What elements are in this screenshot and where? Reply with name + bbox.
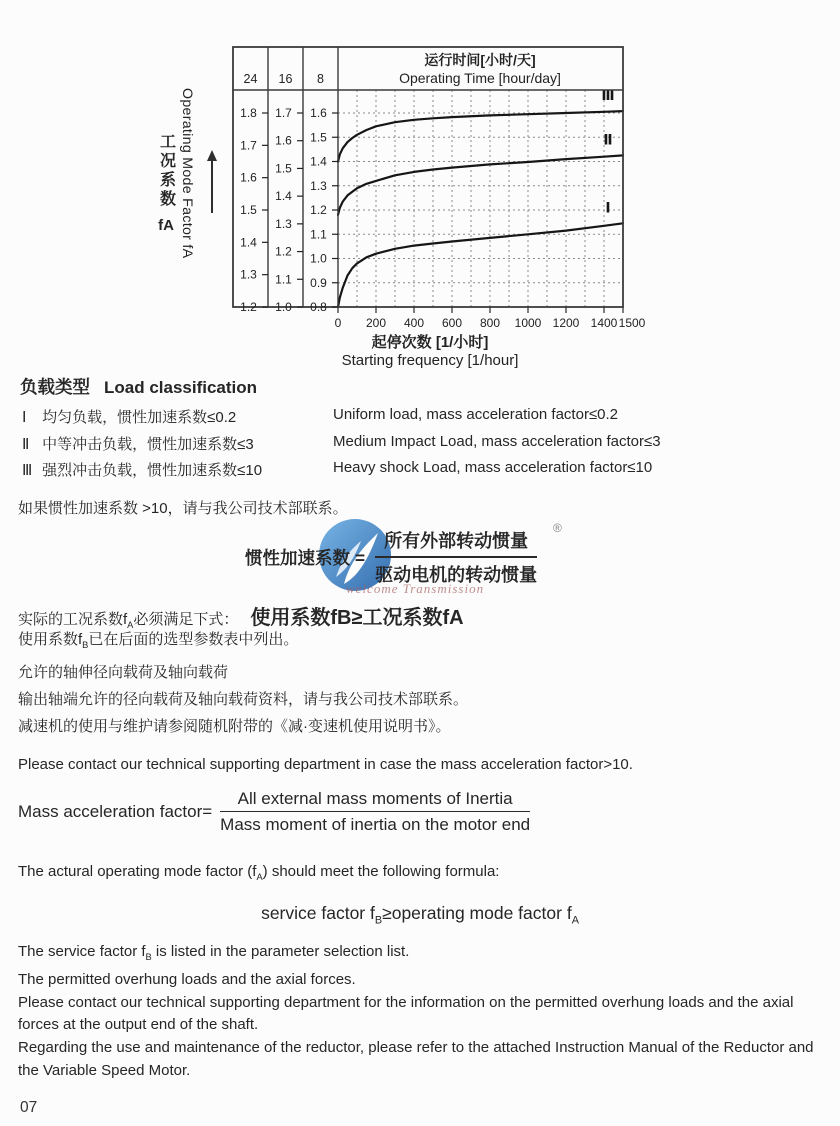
registered-mark: ® [553,521,562,535]
en-body-line: Please contact our technical supporting department for the information on the permitted overhung loads and the axial forces at the output end of the shaft. [18,993,794,1034]
svg-text:Operating Time [hour/day]: Operating Time [hour/day] [399,70,561,86]
svg-text:运行时间[小时/天]: 运行时间[小时/天] [424,52,536,68]
cn-body-line: 减速机的使用与维护请参阅随机附带的《减·变速机使用说明书》。 [18,718,451,735]
svg-text:1.6: 1.6 [240,170,257,185]
load-row-2-cn: 中等冲击负载，惯性加速系数≤3 [42,436,254,453]
svg-text:1.8: 1.8 [240,106,257,120]
watermark-wordmark: welcome Transmission [346,581,485,596]
en-body-lines [18,941,820,1083]
cn-contact-line: 如果惯性加速系数 >10，请与我公司技术部联系。 [18,500,348,517]
load-title-cn: 负载类型 [20,377,90,397]
svg-text:1.5: 1.5 [275,161,292,176]
svg-text:1.1: 1.1 [310,227,327,242]
load-row-3 [22,459,818,485]
operating-mode-factor-chart [150,40,650,370]
load-row-3-numeral: Ⅲ [22,461,33,479]
svg-text:1.4: 1.4 [240,235,257,250]
svg-text:400: 400 [403,316,425,330]
en-contact-line: Please contact our technical supporting department in case the mass acceleration factor>10. [18,756,633,773]
svg-text:1.4: 1.4 [310,154,327,169]
svg-text:16: 16 [278,72,293,86]
load-row-3-en: Heavy shock Load, mass acceleration factor≤10 [333,459,653,476]
load-row-1-numeral: Ⅰ [22,408,27,426]
cn-formula-fraction [375,527,537,587]
en-body-line: The permitted overhung loads and the axial forces. [18,970,356,988]
cn-formula-denominator: 驱动电机的转动惯量 [375,565,538,585]
en-formula-numerator: All external mass moments of Inertia [220,789,530,812]
en-formula-lhs: Mass acceleration factor= [18,802,213,821]
en-body-line: Regarding the use and maintenance of the reductor, please refer to the attached Instruction Manual of the Reductor and the Variable Speed Motor. [18,1039,814,1079]
svg-text:1.4: 1.4 [275,189,292,204]
svg-text:1.7: 1.7 [240,138,257,153]
cn-formula-numerator: 所有外部转动惯量 [375,527,537,558]
svg-text:1.0: 1.0 [275,300,292,314]
load-row-2-numeral: Ⅱ [22,435,30,453]
svg-text:0: 0 [334,316,342,330]
svg-text:1200: 1200 [552,316,580,330]
svg-text:1.5: 1.5 [240,203,257,217]
en-formula-denominator: Mass moment of inertia on the motor end [220,815,531,834]
svg-text:起停次数 [1/小时]: 起停次数 [1/小时] [371,334,489,351]
svg-text:1.2: 1.2 [310,203,327,217]
load-row-2-en: Medium Impact Load, mass acceleration factor≤3 [333,433,661,450]
svg-text:Ⅲ: Ⅲ [601,88,615,105]
y-axis-label-en: Operating Mode Factor fA [179,88,195,259]
svg-text:Ⅰ: Ⅰ [605,200,611,217]
en-formula-fraction [220,789,530,835]
cn-formula-lhs: 惯性加速系数 = [245,547,366,568]
svg-text:1.3: 1.3 [275,216,292,231]
svg-text:24: 24 [243,72,258,86]
en-requirement-prefix: The actural operating mode factor $(f_A)$ should meet the following formula: [18,863,500,882]
svg-text:1.2: 1.2 [240,300,257,314]
svg-text:1500: 1500 [618,316,646,330]
cn-requirement-formula: 使用系数fB≥工况系数fA [250,607,464,629]
en-mass-acceleration-formula [18,789,530,835]
load-classification-title [20,374,257,399]
load-title-en: Load classification [104,378,258,397]
cn-requirement-prefix: 实际的工况系数$f_A$必须满足下式： [18,611,239,630]
svg-text:1.1: 1.1 [275,272,292,287]
svg-text:Ⅱ: Ⅱ [603,132,613,149]
svg-text:0.8: 0.8 [310,300,327,314]
en-requirement-formula: service factor $f_B\ge operating$ mode factor $f_A$ [261,903,579,927]
svg-text:1.7: 1.7 [275,106,292,120]
load-row-1-en: Uniform load, mass acceleration factor≤0.2 [333,406,619,423]
svg-text:1.0: 1.0 [310,251,327,266]
load-row-2 [22,433,818,459]
svg-text:0.9: 0.9 [310,275,327,290]
cn-mass-acceleration-formula [245,527,537,587]
up-arrow-icon [205,150,219,214]
svg-text:1.2: 1.2 [275,244,292,259]
y-axis-label-cn [152,133,180,234]
svg-text:8: 8 [317,72,324,86]
cn-body-lines [18,626,468,740]
svg-text:1000: 1000 [514,316,542,330]
cn-body-line: 允许的轴伸径向载荷及轴向载荷 [18,664,229,681]
svg-text:800: 800 [479,316,501,330]
svg-text:1.6: 1.6 [275,133,292,148]
load-row-1-cn: 均匀负载，惯性加速系数≤0.2 [42,409,237,426]
svg-text:1.5: 1.5 [310,130,327,145]
svg-text:Starting frequency [1/hour]: Starting frequency [1/hour] [341,352,519,369]
svg-text:1.3: 1.3 [310,178,327,193]
svg-text:1.3: 1.3 [240,267,257,282]
svg-text:1400: 1400 [590,316,618,330]
page-number: 07 [20,1099,38,1116]
load-row-3-cn: 强烈冲击负载，惯性加速系数≤10 [42,462,263,479]
svg-text:1.6: 1.6 [310,106,327,120]
y-axis-label-fa: fA [158,217,174,234]
y-axis-label-cn-text: 工况系数 [157,133,175,209]
svg-text:200: 200 [365,316,387,330]
cn-body-line: 使用系数$f_B$已在后面的选型参数表中列出。 [18,631,299,650]
en-body-line: The service factor $f_B$ is listed in the parameter selection list. [18,943,410,962]
svg-text:600: 600 [441,316,463,330]
load-row-1 [22,406,818,432]
cn-body-line: 输出轴端允许的径向载荷及轴向载荷资料，请与我公司技术部联系。 [18,691,469,708]
